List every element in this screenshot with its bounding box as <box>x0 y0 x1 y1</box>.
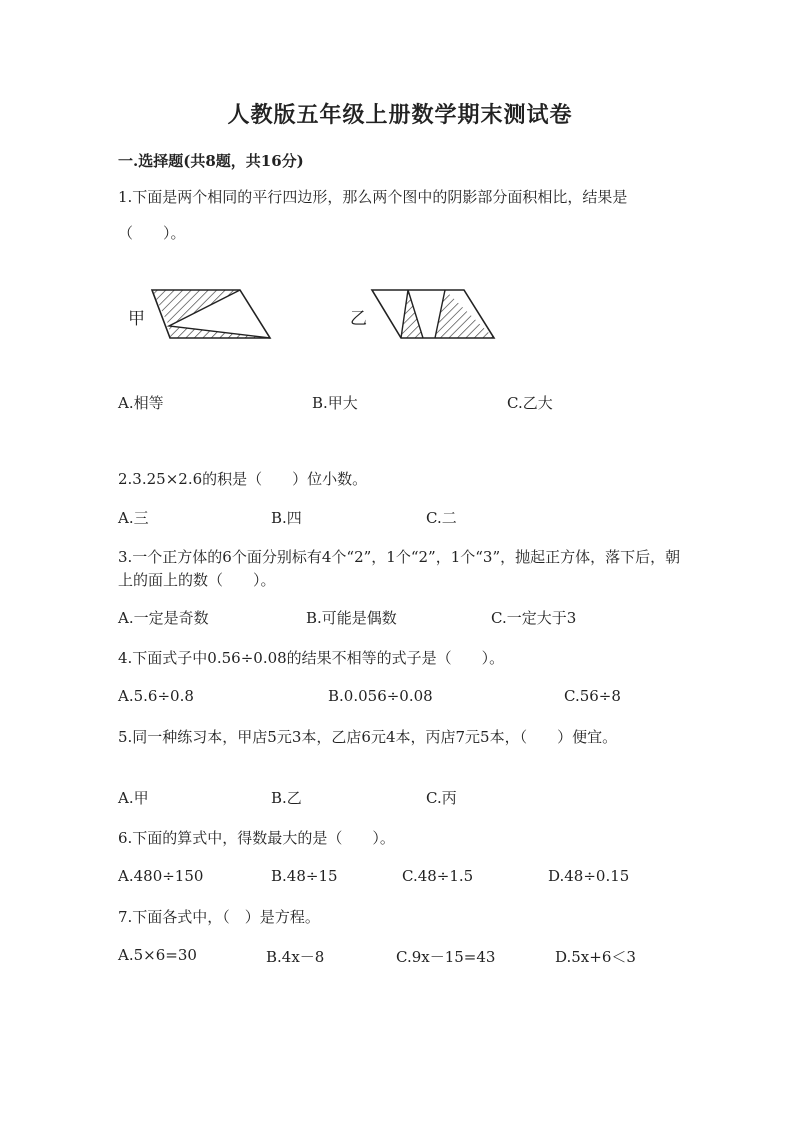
question-1-options <box>118 392 718 414</box>
question-6-options <box>118 867 718 889</box>
option[interactable]: C.乙大 <box>507 394 553 412</box>
option[interactable]: C.56÷8 <box>564 687 621 705</box>
jia-shaded-upper <box>152 290 240 326</box>
option[interactable]: B.甲大 <box>312 394 358 412</box>
option[interactable]: A.480÷150 <box>118 867 204 885</box>
option[interactable]: C.48÷1.5 <box>402 867 474 885</box>
option[interactable]: C.二 <box>426 509 457 527</box>
question-2-text: 2.3.25×2.6的积是（ ）位小数。 <box>118 470 368 488</box>
option[interactable]: A.甲 <box>118 789 149 807</box>
question-7-text: 7.下面各式中，（ ）是方程。 <box>118 908 320 926</box>
option[interactable]: B.乙 <box>271 789 302 807</box>
page-title: 人教版五年级上册数学期末测试卷 <box>227 102 573 128</box>
option[interactable]: A.三 <box>118 509 149 527</box>
figure-parallelograms <box>118 278 508 350</box>
option[interactable]: C.9x－15=43 <box>396 948 496 966</box>
question-5-options <box>118 787 718 809</box>
question-1-text: 1.下面是两个相同的平行四边形，那么两个图中的阴影部分面积相比，结果是 <box>118 188 628 206</box>
option[interactable]: D.48÷0.15 <box>548 867 630 885</box>
question-6-text: 6.下面的算式中，得数最大的是（ ）。 <box>118 829 395 847</box>
question-4-text: 4.下面式子中0.56÷0.08的结果不相等的式子是（ ）。 <box>118 649 505 667</box>
question-3-options <box>118 607 718 629</box>
question-1-text-blank: （ ）。 <box>118 224 186 242</box>
question-5-text: 5.同一种练习本，甲店5元3本，乙店6元4本，丙店7元5本，（ ）便宜。 <box>118 728 618 746</box>
figure-label-jia: 甲 <box>128 309 145 329</box>
option[interactable]: B.4x－8 <box>266 948 325 966</box>
option[interactable]: A.一定是奇数 <box>118 609 209 627</box>
option[interactable]: B.可能是偶数 <box>306 609 397 627</box>
question-2-options <box>118 507 718 529</box>
option[interactable]: A.5.6÷0.8 <box>118 687 194 705</box>
option[interactable]: A.相等 <box>118 394 164 412</box>
parallelogram-yi <box>372 290 494 338</box>
question-4-options <box>118 687 718 709</box>
option[interactable]: C.一定大于3 <box>491 609 577 627</box>
section-heading: 一.选择题(共8题，共16分) <box>118 152 304 170</box>
parallelogram-jia <box>152 290 270 338</box>
option[interactable]: B.0.056÷0.08 <box>328 687 433 705</box>
option[interactable]: B.四 <box>271 509 302 527</box>
option[interactable]: C.丙 <box>426 789 457 807</box>
option[interactable]: D.5x+6＜3 <box>555 948 636 966</box>
option[interactable]: B.48÷15 <box>271 867 338 885</box>
question-7-options <box>118 946 718 968</box>
option[interactable]: A.5×6=30 <box>118 946 197 964</box>
figure-label-yi: 乙 <box>350 309 367 329</box>
question-3-text: 3.一个正方体的6个面分别标有4个“2”，1个“2”，1个“3”，抛起正方体，落下后，朝上的面上的数（ ）。 <box>118 548 681 589</box>
